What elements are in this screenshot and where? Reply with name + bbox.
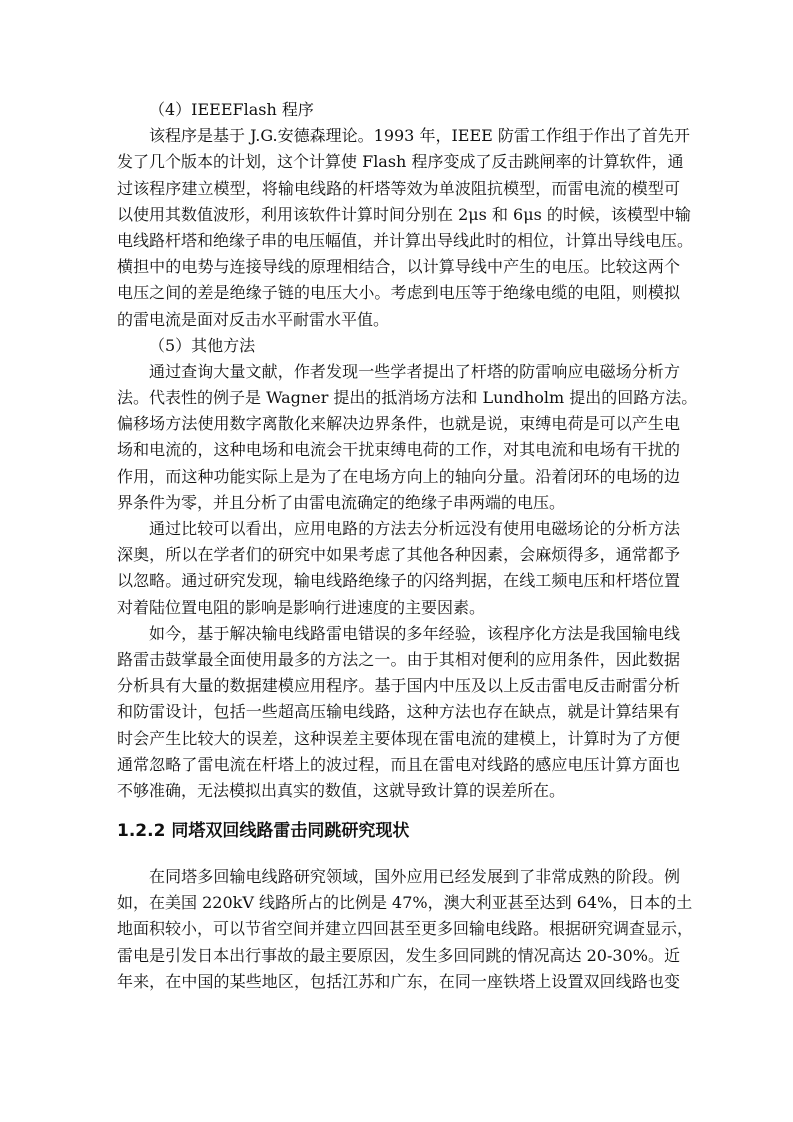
text-line: 电压之间的差是绝缘子链的电压大小。考虑到电压等于绝缘电缆的电阻，则模拟 xyxy=(117,283,680,303)
text-line: 以忽略。通过研究发现，输电线路绝缘子的闪络判据，在线工频电压和杆塔位置 xyxy=(117,571,680,591)
text-line: 法。代表性的例子是 Wagner 提出的抵消场方法和 Lundholm 提出的回路方法。 xyxy=(117,388,698,408)
text-line: 年来，在中国的某些地区，包括江苏和广东，在同一座铁塔上设置双回线路也变 xyxy=(117,971,680,991)
text-line: 地面积较小，可以节省空间并建立四回甚至更多回输电线路。根据研究调查显示， xyxy=(117,919,694,939)
text-line: 和防雷设计，包括一些超高压输电线路，这种方法也存在缺点，就是计算结果有 xyxy=(117,702,680,722)
text-line: 不够准确，无法模拟出真实的数值，这就导致计算的误差所在。 xyxy=(117,780,566,800)
section-5-title: （5）其他方法 xyxy=(149,335,256,355)
text-line: 时会产生比较大的误差，这种误差主要体现在雷电流的建模上，计算时为了方便 xyxy=(117,728,680,748)
text-line: 场和电流的，这种电场和电流会干扰束缚电荷的工作，对其电流和电场有干扰的 xyxy=(117,440,680,460)
section-1-2-2-paragraph xyxy=(117,864,694,995)
document-page xyxy=(117,97,698,995)
text-line: 在同塔多回输电线路研究领域，国外应用已经发展到了非常成熟的阶段。例 xyxy=(149,867,680,887)
text-line: 通过比较可以看出，应用电路的方法去分析远没有使用电磁场论的分析方法 xyxy=(149,519,680,538)
text-line: 界条件为零，并且分析了由雷电流确定的绝缘子串两端的电压。 xyxy=(117,492,566,512)
text-line: 横担中的电势与连接导线的原理相结合，以计算导线中产生的电压。比较这两个 xyxy=(117,257,680,277)
text-line: 过该程序建立模型，将输电线路的杆塔等效为单波阻抗模型，而雷电流的模型可 xyxy=(117,178,680,198)
section-5-paragraph-3 xyxy=(117,621,680,804)
text-line: 作用，而这种功能实际上是为了在电场方向上的轴向分量。沿着闭环的电场的边 xyxy=(117,466,680,486)
text-line: 对着陆位置电阻的影响是影响行进速度的主要因素。 xyxy=(117,597,486,617)
text-line: 偏移场方法使用数字离散化来解决边界条件，也就是说，束缚电荷是可以产生电 xyxy=(117,414,680,434)
text-line: 发了几个版本的计划，这个计算使 Flash 程序变成了反击跳闸率的计算软件，通 xyxy=(117,152,684,172)
section-5-paragraph-1 xyxy=(117,359,698,516)
section-4-paragraph xyxy=(117,123,694,333)
text-line: 该程序是基于 J.G.安德森理论。1993 年，IEEE 防雷工作组于作出了首先开 xyxy=(149,126,690,146)
text-line: 分析具有大量的数据建模应用程序。基于国内中压及以上反击雷电反击耐雷分析 xyxy=(117,676,680,696)
text-line: 以使用其数值波形，利用该软件计算时间分别在 2μs 和 6μs 的时候，该模型中输 xyxy=(117,204,691,224)
section-4-title: （4）IEEEFlash 程序 xyxy=(149,100,314,119)
text-line: 电线路杆塔和绝缘子串的电压幅值，并计算出导线此时的相位，计算出导线电压。 xyxy=(117,230,694,250)
section-heading: 1.2.2 同塔双回线路雷击同跳研究现状 xyxy=(117,821,410,842)
text-line: 雷电是引发日本出行事故的最主要原因，发生多回同跳的情况高达 20-30%。近 xyxy=(117,945,680,965)
text-line: 如，在美国 220kV 线路所占的比例是 47%，澳大利亚甚至达到 64%，日本的土 xyxy=(117,893,693,913)
text-line: 如今，基于解决输电线路雷电错误的多年经验，该程序化方法是我国输电线 xyxy=(149,623,680,643)
text-line: 通过查询大量文献，作者发现一些学者提出了杆塔的防雷响应电磁场分析方 xyxy=(149,361,680,381)
text-line: 路雷击鼓掌最全面使用最多的方法之一。由于其相对便利的应用条件，因此数据 xyxy=(117,649,680,669)
text-line: 的雷电流是面对反击水平耐雷水平值。 xyxy=(117,309,390,329)
text-line: 通常忽略了雷电流在杆塔上的波过程，而且在雷电对线路的感应电压计算方面也 xyxy=(117,754,680,774)
text-line: 深奥，所以在学者们的研究中如果考虑了其他各种因素，会麻烦得多，通常都予 xyxy=(117,545,680,565)
section-5-paragraph-2 xyxy=(117,516,680,621)
